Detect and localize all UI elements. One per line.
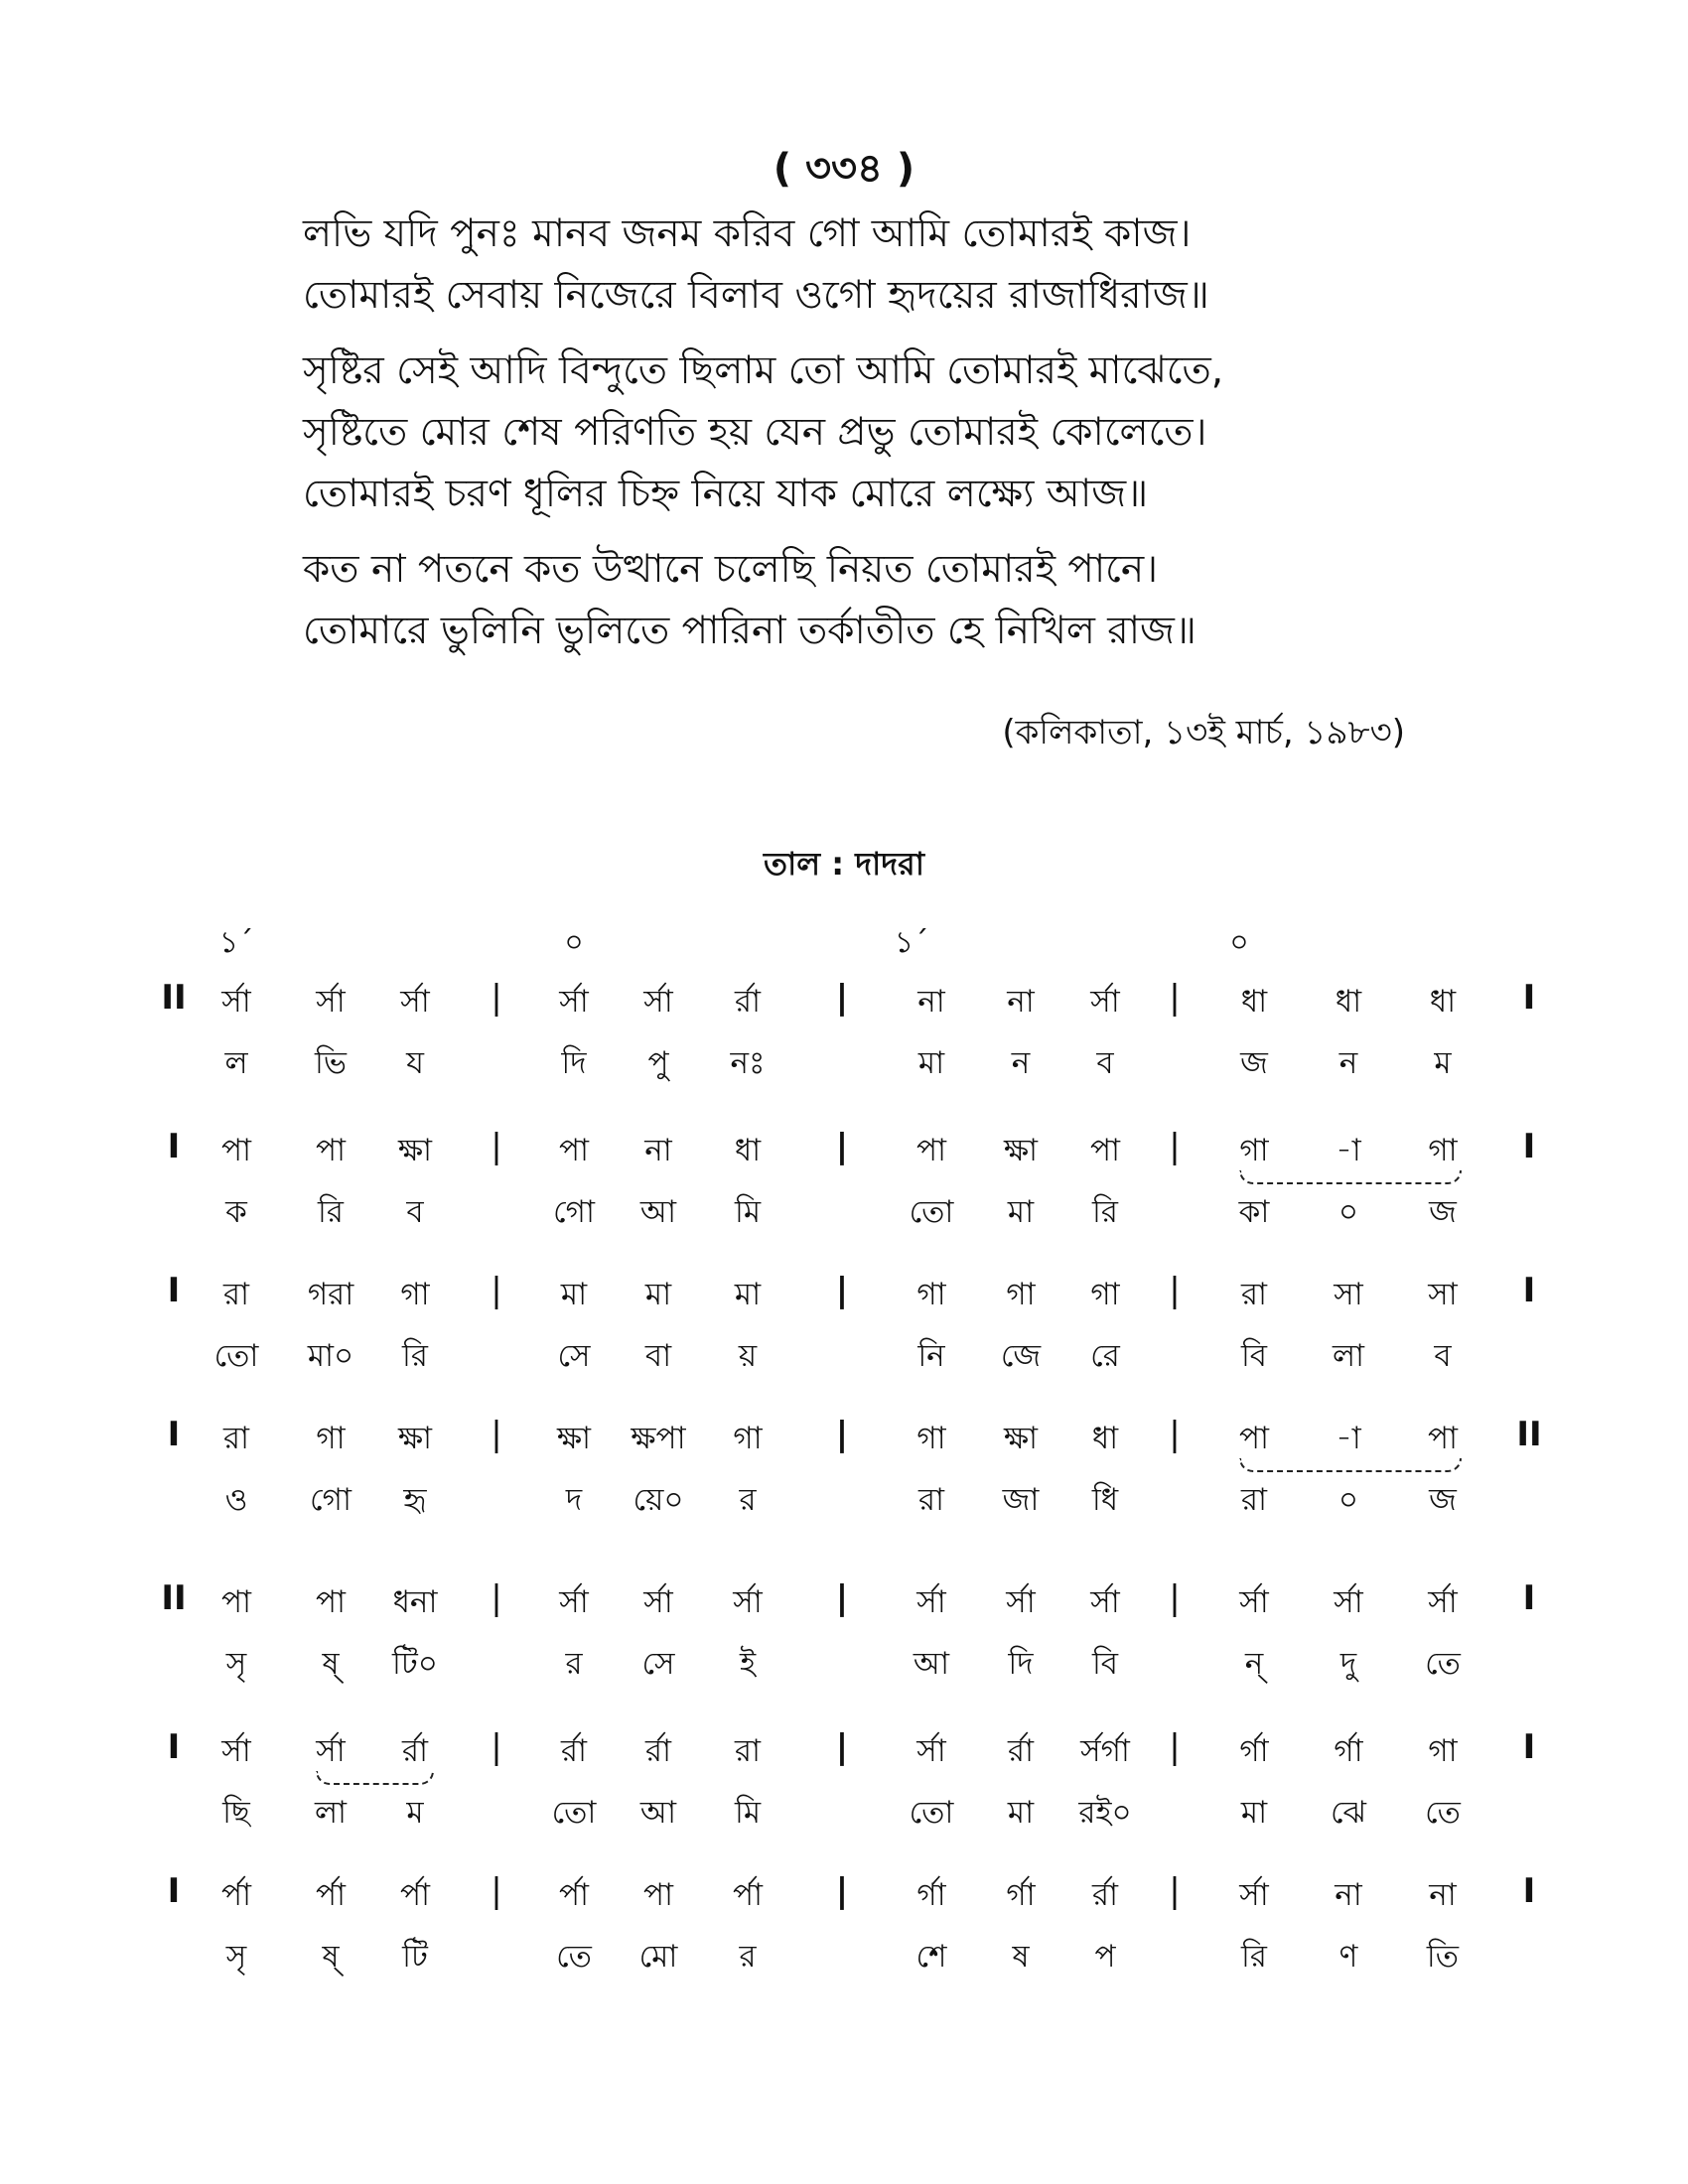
swara-note: র্সা <box>221 984 251 1020</box>
lyric-syllable: তো <box>909 1194 954 1230</box>
lyric-syllable: তে <box>1425 1795 1461 1831</box>
lyric-syllable: রি <box>318 1194 344 1230</box>
end-barline: I <box>1522 1578 1536 1618</box>
vibhag-separator: | <box>491 1727 502 1767</box>
lyric-syllable: নঃ <box>730 1045 766 1081</box>
start-barline: I <box>167 1727 181 1767</box>
swara-note: রা <box>222 1277 250 1312</box>
swara-note: পা <box>642 1877 674 1913</box>
lyric-syllable: সৃ <box>225 1646 247 1682</box>
lyric-syllable: ন <box>1011 1045 1031 1081</box>
meend-slur <box>1239 1458 1462 1472</box>
stanza-2 <box>303 341 1445 525</box>
lyric-syllable: র <box>565 1646 583 1682</box>
lyric-line: সৃষ্টিতে মোর শেষ পরিণতি হয় যেন প্রভু তোমারই কোলেতে। <box>303 410 1207 455</box>
lyric-syllable: ব <box>1096 1045 1114 1081</box>
lyric-syllable: ম <box>406 1795 424 1831</box>
end-barline: II <box>1516 1415 1542 1454</box>
lyric-line: তোমারই সেবায় নিজেরে বিলাব ওগো হৃদয়ের রাজাধিরাজ॥ <box>303 273 1209 318</box>
swara-note: না <box>917 984 945 1020</box>
lyric-syllable: ঝে <box>1330 1795 1367 1831</box>
swara-note: র্সা <box>559 984 589 1020</box>
vibhag-separator: | <box>835 1127 849 1166</box>
vibhag-separator: | <box>1169 978 1181 1018</box>
swara-note: র্সা <box>733 1584 763 1620</box>
swara-note: ক্ষা <box>556 1421 592 1456</box>
swara-note: পা <box>1427 1421 1459 1456</box>
lyric-syllable: মা <box>917 1045 945 1081</box>
vibhag-separator: | <box>1169 1727 1181 1767</box>
swara-note: রা <box>734 1733 762 1769</box>
swara-note: মা <box>734 1277 762 1312</box>
swara-note: র্সা <box>316 984 346 1020</box>
swara-note: -া <box>1336 1133 1361 1168</box>
swara-note: ক্ষপা <box>631 1421 686 1456</box>
taal-label: তাল : দাদরা <box>764 845 924 883</box>
start-barline: II <box>161 1578 187 1618</box>
swara-note: গা <box>1428 1733 1458 1769</box>
lyric-syllable-row <box>0 1188 1688 1248</box>
swara-note: পা <box>220 1584 252 1620</box>
vibhag-separator: | <box>1169 1271 1181 1310</box>
beat-mark: ০ <box>1229 925 1249 960</box>
lyric-syllable: টি০ <box>392 1646 438 1682</box>
lyric-syllable: মা <box>1240 1795 1268 1831</box>
swara-note: গা <box>316 1421 346 1456</box>
vibhag-separator: | <box>491 1271 502 1310</box>
lyric-syllable: দ <box>565 1482 583 1518</box>
swara-row <box>0 1578 1688 1638</box>
swara-note: না <box>1007 984 1035 1020</box>
lyric-syllable: ০ <box>1337 1194 1359 1230</box>
lyric-line: তোমারই চরণ ধূলির চিহ্ন নিয়ে যাক মোরে লক্ষ্যে আজ॥ <box>303 472 1149 516</box>
swara-note: গা <box>733 1421 763 1456</box>
swara-note: র্পা <box>558 1877 590 1913</box>
lyric-line: সৃষ্টির সেই আদি বিন্দুতে ছিলাম তো আমি তোমারই মাঝেতে, <box>303 348 1224 393</box>
end-barline: I <box>1522 1727 1536 1767</box>
lyric-syllable-row <box>0 1640 1688 1700</box>
swara-note: র্রা <box>560 1733 588 1769</box>
swara-note: পা <box>558 1133 590 1168</box>
swara-note: র্রা <box>1007 1733 1035 1769</box>
lyric-line: কত না পতনে কত উত্থানে চলেছি নিয়ত তোমারই পানে। <box>303 547 1159 592</box>
swara-note: পা <box>315 1584 347 1620</box>
swara-note: গা <box>1239 1133 1269 1168</box>
lyric-syllable-row <box>0 1332 1688 1392</box>
swara-note: র্পা <box>315 1877 347 1913</box>
swara-note: র্গা <box>1006 1877 1036 1913</box>
lyric-syllable: জ <box>1240 1045 1268 1081</box>
lyric-syllable: ব <box>1434 1338 1452 1374</box>
lyric-syllable: সে <box>641 1646 675 1682</box>
swara-note: না <box>644 1133 672 1168</box>
swara-note: র্রা <box>1091 1877 1119 1913</box>
swara-note: -া <box>1336 1421 1361 1456</box>
swara-note: র্সা <box>1090 984 1120 1020</box>
lyric-syllable: ষ <box>1012 1939 1030 1975</box>
lyric-syllable: মা <box>1007 1795 1035 1831</box>
lyric-syllable: র <box>739 1939 757 1975</box>
vibhag-separator: | <box>1169 1578 1181 1618</box>
lyric-syllable: মো <box>638 1939 678 1975</box>
vibhag-separator: | <box>1169 1415 1181 1454</box>
lyric-syllable: আ <box>913 1646 950 1682</box>
swara-note: গা <box>1006 1277 1036 1312</box>
page-number: ( ৩৩৪ ) <box>773 146 915 192</box>
start-barline: I <box>167 1271 181 1310</box>
lyric-syllable: টি <box>402 1939 428 1975</box>
lyric-syllable: পু <box>647 1045 669 1081</box>
swara-note: র্রা <box>401 1733 429 1769</box>
lyric-syllable: ও <box>224 1482 248 1518</box>
swara-note: ধা <box>1335 984 1362 1020</box>
swara-note: র্গা <box>1334 1733 1363 1769</box>
song-lyrics <box>303 204 1445 676</box>
swara-note: পা <box>1238 1421 1270 1456</box>
lyric-syllable: রা <box>917 1482 945 1518</box>
lyric-syllable: রি <box>402 1338 428 1374</box>
end-barline: I <box>1522 1271 1536 1310</box>
swara-note: র্সা <box>1334 1584 1363 1620</box>
swara-row <box>0 1415 1688 1474</box>
swara-note: গা <box>1090 1277 1120 1312</box>
lyric-syllable: আ <box>639 1795 677 1831</box>
swara-note: র্সা <box>1239 1584 1269 1620</box>
lyric-syllable-row <box>0 1789 1688 1848</box>
swara-note: মা <box>560 1277 588 1312</box>
swara-note: র্গা <box>1239 1733 1269 1769</box>
lyric-syllable: জা <box>1002 1482 1040 1518</box>
lyric-syllable: য <box>406 1045 424 1081</box>
stanza-3 <box>303 539 1445 662</box>
lyric-syllable: ষ্ <box>322 1939 340 1975</box>
beat-mark: ১´ <box>218 925 254 960</box>
lyric-syllable-row <box>0 1476 1688 1536</box>
lyric-syllable: রে <box>1090 1338 1120 1374</box>
vibhag-separator: | <box>835 1727 849 1767</box>
lyric-syllable: ন <box>1338 1045 1358 1081</box>
swara-note: রা <box>1240 1277 1268 1312</box>
lyric-line: তোমারে ভুলিনি ভুলিতে পারিনা তর্কাতীত হে নিখিল রাজ॥ <box>303 609 1196 653</box>
lyric-syllable: বি <box>1091 1646 1119 1682</box>
vibhag-separator: | <box>835 1415 849 1454</box>
swara-note: র্সা <box>916 1733 946 1769</box>
swara-note: পা <box>220 1133 252 1168</box>
swara-note: পা <box>1089 1133 1121 1168</box>
swara-note: র্সা <box>559 1584 589 1620</box>
swara-note: পা <box>915 1133 947 1168</box>
lyric-syllable: হৃ <box>403 1482 427 1518</box>
swara-note: র্সা <box>1239 1877 1269 1913</box>
vibhag-separator: | <box>1169 1127 1181 1166</box>
lyric-syllable: তে <box>1425 1646 1461 1682</box>
end-barline: I <box>1522 978 1536 1018</box>
lyric-syllable: আ <box>639 1194 677 1230</box>
lyric-syllable: ব <box>406 1194 424 1230</box>
lyric-syllable: ল <box>224 1045 248 1081</box>
swara-note: ধা <box>1091 1421 1119 1456</box>
lyric-syllable: তি <box>1426 1939 1460 1975</box>
swara-note: র্পা <box>220 1877 252 1913</box>
vibhag-separator: | <box>491 978 502 1018</box>
swara-note: র্রা <box>734 984 762 1020</box>
swara-note: ধা <box>1429 984 1457 1020</box>
lyric-syllable: সে <box>557 1338 591 1374</box>
swara-note: গা <box>1428 1133 1458 1168</box>
swara-note: ক্ষা <box>397 1421 433 1456</box>
lyric-syllable: তো <box>551 1795 597 1831</box>
stanza-1 <box>303 204 1445 327</box>
swara-note: র্সা <box>400 984 430 1020</box>
lyric-syllable: মি <box>734 1194 762 1230</box>
swara-note: মা <box>644 1277 672 1312</box>
lyric-syllable: গো <box>310 1482 352 1518</box>
beat-mark: ১´ <box>894 925 929 960</box>
lyric-syllable: ক <box>225 1194 247 1230</box>
lyric-syllable: তো <box>909 1795 954 1831</box>
lyric-syllable: তো <box>213 1338 259 1374</box>
lyric-syllable: দি <box>1008 1646 1034 1682</box>
lyric-syllable: ভি <box>315 1045 347 1081</box>
swara-note: ধনা <box>392 1584 438 1620</box>
swara-note: গরা <box>307 1277 354 1312</box>
lyric-syllable: ণ <box>1338 1939 1358 1975</box>
swara-row <box>0 978 1688 1037</box>
swara-note: র্রা <box>644 1733 672 1769</box>
swara-note: র্সা <box>1428 1584 1458 1620</box>
vibhag-separator: | <box>491 1578 502 1618</box>
lyric-syllable: গো <box>553 1194 595 1230</box>
lyric-syllable: নি <box>917 1338 945 1374</box>
lyric-syllable: ই <box>739 1646 757 1682</box>
swara-note: র্সা <box>316 1733 346 1769</box>
vibhag-separator: | <box>1169 1871 1181 1911</box>
lyric-syllable: রি <box>1092 1194 1118 1230</box>
vibhag-separator: | <box>835 1271 849 1310</box>
lyric-syllable: মা <box>1007 1194 1035 1230</box>
swara-note: ক্ষা <box>1003 1421 1039 1456</box>
beat-marks <box>0 918 1688 958</box>
lyric-syllable: ন্ <box>1244 1646 1264 1682</box>
lyric-syllable: রই০ <box>1078 1795 1132 1831</box>
vibhag-separator: | <box>491 1415 502 1454</box>
lyric-syllable: রা <box>1240 1482 1268 1518</box>
swara-note: গা <box>916 1277 946 1312</box>
lyric-syllable: য় <box>738 1338 758 1374</box>
start-barline: II <box>161 978 187 1018</box>
meend-slur <box>1239 1170 1462 1184</box>
lyric-syllable: জে <box>1000 1338 1042 1374</box>
vibhag-separator: | <box>491 1871 502 1911</box>
swara-note: র্সা <box>643 984 673 1020</box>
swara-note: র্সা <box>221 1733 251 1769</box>
lyric-syllable: লা <box>1332 1338 1365 1374</box>
lyric-syllable: দু <box>1339 1646 1357 1682</box>
swara-note: ক্ষা <box>397 1133 433 1168</box>
swara-row <box>0 1871 1688 1931</box>
swara-note: ধা <box>734 1133 762 1168</box>
lyric-syllable: বা <box>644 1338 672 1374</box>
lyric-syllable: রি <box>1241 1939 1267 1975</box>
lyric-syllable: সৃ <box>225 1939 247 1975</box>
swara-note: র্সা <box>916 1584 946 1620</box>
start-barline: I <box>167 1127 181 1166</box>
lyric-syllable: জ <box>1429 1194 1457 1230</box>
lyric-syllable: মি <box>734 1795 762 1831</box>
lyric-syllable: য়ে০ <box>633 1482 684 1518</box>
start-barline: I <box>167 1871 181 1911</box>
lyric-syllable: জ <box>1429 1482 1457 1518</box>
location-date: (কলিকাতা, ১৩ই মার্চ, ১৯৮৩) <box>1002 713 1405 752</box>
start-barline: I <box>167 1415 181 1454</box>
swara-note: র্পা <box>399 1877 431 1913</box>
swara-note: ক্ষা <box>1003 1133 1039 1168</box>
lyric-syllable: র <box>739 1482 757 1518</box>
swara-note: র্সা <box>643 1584 673 1620</box>
lyric-syllable: ধি <box>1091 1482 1119 1518</box>
lyric-syllable: প <box>1094 1939 1116 1975</box>
swara-note: না <box>1429 1877 1457 1913</box>
lyric-syllable: শে <box>915 1939 947 1975</box>
swara-note: সা <box>1428 1277 1458 1312</box>
vibhag-separator: | <box>835 1578 849 1618</box>
lyric-syllable: লা <box>314 1795 348 1831</box>
swara-note: র্সা <box>1090 1584 1120 1620</box>
lyric-syllable: মা০ <box>307 1338 354 1374</box>
swara-note: গা <box>916 1421 946 1456</box>
vibhag-separator: | <box>491 1127 502 1166</box>
lyric-syllable: তে <box>556 1939 592 1975</box>
beat-mark: ০ <box>564 925 584 960</box>
swara-note: রা <box>222 1421 250 1456</box>
swara-note: র্গা <box>916 1877 946 1913</box>
lyric-syllable: ছি <box>222 1795 250 1831</box>
end-barline: I <box>1522 1871 1536 1911</box>
lyric-syllable: বি <box>1240 1338 1268 1374</box>
swara-note: ধা <box>1240 984 1268 1020</box>
vibhag-separator: | <box>835 978 849 1018</box>
swara-note: সা <box>1334 1277 1363 1312</box>
lyric-syllable: ষ্ <box>322 1646 340 1682</box>
lyric-syllable-row <box>0 1039 1688 1099</box>
swara-note: না <box>1335 1877 1362 1913</box>
swara-row <box>0 1127 1688 1186</box>
meend-slur <box>316 1771 434 1785</box>
swara-row <box>0 1271 1688 1330</box>
swara-note: র্সর্গা <box>1080 1733 1130 1769</box>
lyric-line: লভি যদি পুনঃ মানব জনম করিব গো আমি তোমারই কাজ। <box>303 211 1192 256</box>
swara-note: র্সা <box>1006 1584 1036 1620</box>
swara-note: গা <box>400 1277 430 1312</box>
lyric-syllable: ম <box>1434 1045 1452 1081</box>
lyric-syllable: ০ <box>1337 1482 1359 1518</box>
end-barline: I <box>1522 1127 1536 1166</box>
swara-note: পা <box>315 1133 347 1168</box>
swara-row <box>0 1727 1688 1787</box>
vibhag-separator: | <box>835 1871 849 1911</box>
swara-note: র্পা <box>732 1877 764 1913</box>
lyric-syllable: দি <box>561 1045 587 1081</box>
lyric-syllable: কা <box>1238 1194 1270 1230</box>
lyric-syllable-row <box>0 1933 1688 1992</box>
